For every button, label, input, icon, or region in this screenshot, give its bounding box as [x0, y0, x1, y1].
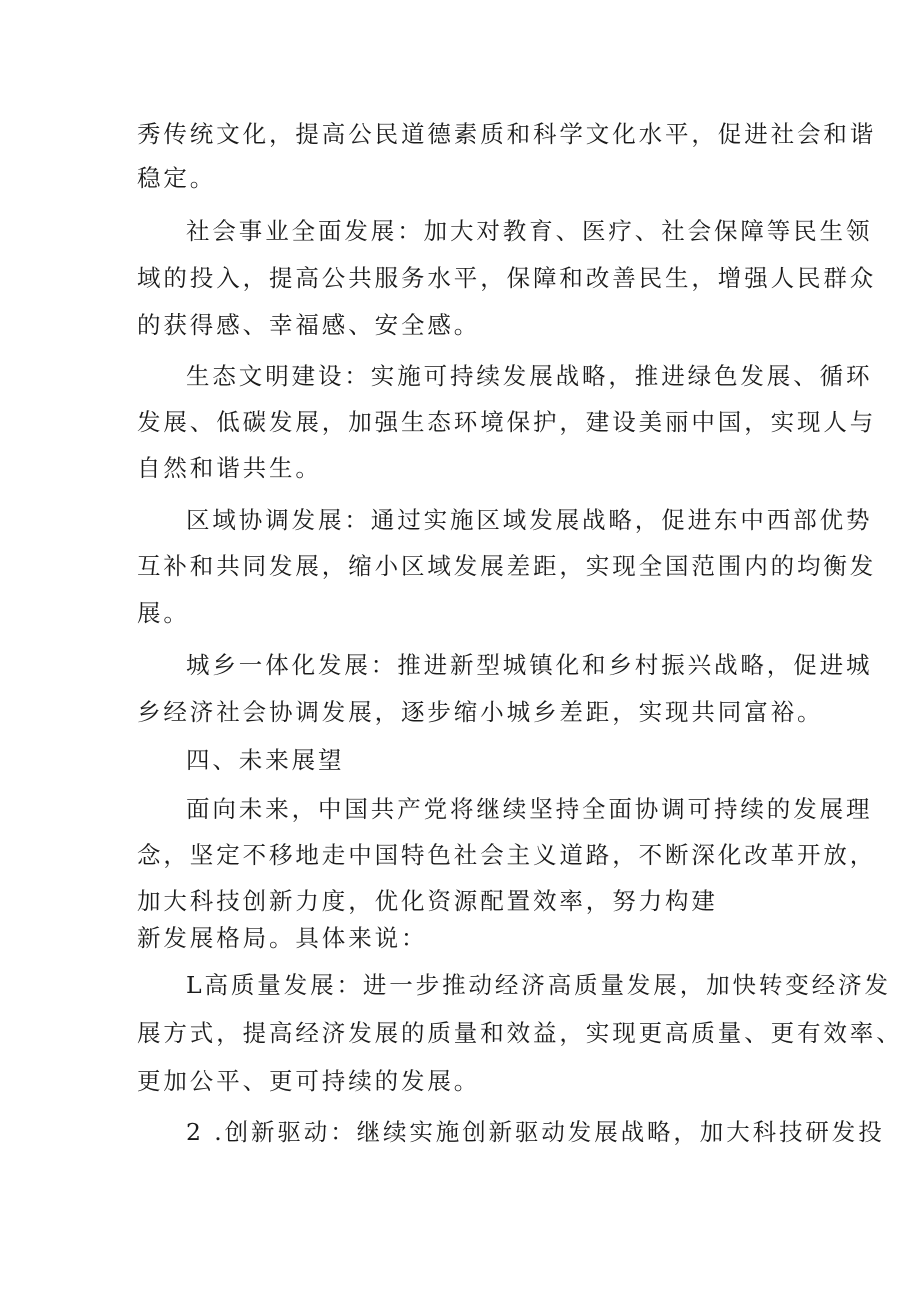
paragraph-line: 展方式，提高经济发展的质量和效益，实现更高质量、更有效率、	[137, 1019, 903, 1047]
paragraph-line: 更加公平、更可持续的发展。	[137, 1067, 481, 1095]
paragraph-line: 城乡一体化发展：推进新型城镇化和乡村振兴战略，促进城	[186, 651, 873, 679]
paragraph-line: 社会事业全面发展：加大对教育、医疗、社会保障等民生领	[186, 217, 873, 245]
paragraph-line: 的获得感、幸福感、安全感。	[137, 311, 481, 339]
paragraph-line: 稳定。	[137, 164, 217, 192]
paragraph-line: 发展、低碳发展，加强生态环境保护，建设美丽中国，实现人与	[137, 408, 877, 436]
paragraph-line: 区域协调发展：通过实施区域发展战略，促进东中西部优势	[186, 506, 873, 534]
paragraph-line: 秀传统文化，提高公民道德素质和科学文化水平，促进社会和谐	[137, 120, 877, 148]
paragraph-line: 自然和谐共生。	[137, 454, 322, 482]
paragraph-line: 面向未来，中国共产党将继续坚持全面协调可持续的发展理	[186, 795, 873, 823]
paragraph-line: 互补和共同发展，缩小区域发展差距，实现全国范围内的均衡发	[137, 552, 877, 580]
paragraph-line: 乡经济社会协调发展，逐步缩小城乡差距，实现共同富裕。	[137, 698, 824, 726]
section-heading: 四、未来展望	[186, 746, 345, 774]
paragraph-line: 新发展格局。具体来说：	[137, 924, 428, 952]
paragraph-line: 域的投入，提高公共服务水平，保障和改善民生，增强人民群众	[137, 264, 877, 292]
paragraph-line: 展。	[137, 599, 190, 627]
paragraph-line: 生态文明建设：实施可持续发展战略，推进绿色发展、循环	[186, 362, 873, 390]
list-item-line: 2 .创新驱动：继续实施创新驱动发展战略，加大科技研发投	[186, 1118, 885, 1146]
paragraph-line: 念，坚定不移地走中国特色社会主义道路，不断深化改革开放，	[137, 841, 877, 869]
list-item-line: L高质量发展：进一步推动经济高质量发展，加快转变经济发	[186, 971, 891, 999]
paragraph-line: 加大科技创新力度，优化资源配置效率，努力构建	[137, 887, 718, 915]
